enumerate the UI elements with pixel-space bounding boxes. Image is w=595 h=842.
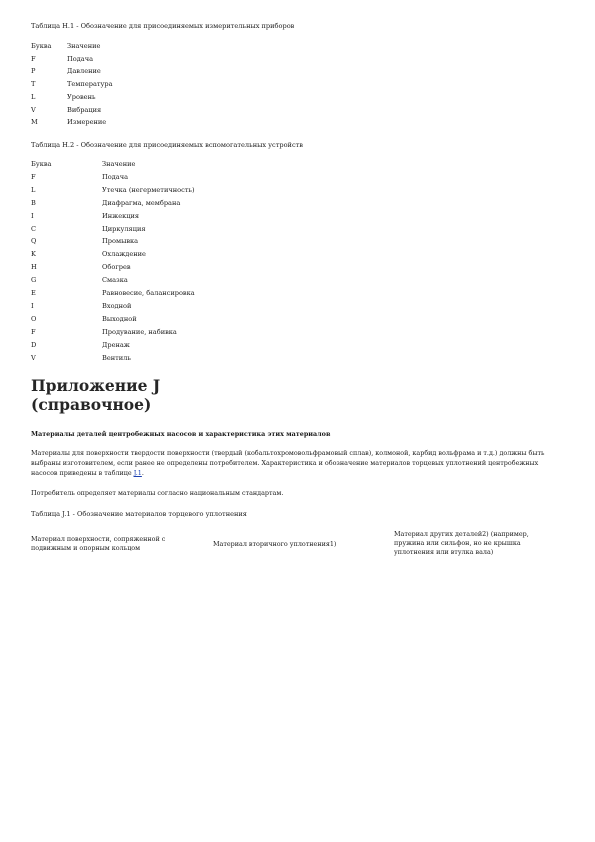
cell-letter: V [31, 105, 36, 114]
table-j1-header-col2: Материал вторичного уплотнения1) [213, 540, 337, 548]
table-j1-link[interactable]: J.1 [133, 469, 142, 477]
cell-letter: K [31, 250, 36, 259]
cell-meaning: Охлаждение [102, 250, 146, 259]
appendix-subtitle: Материалы деталей центробежных насосов и характеристика этих материалов [31, 430, 331, 438]
cell-letter: P [31, 67, 36, 76]
cell-letter: F [31, 54, 36, 63]
header-meaning: Значение [102, 160, 136, 168]
cell-meaning: Продувание, набивка [102, 327, 177, 336]
cell-letter: L [31, 185, 36, 194]
header-letter: Буква [31, 42, 52, 50]
cell-letter: C [31, 224, 37, 233]
cell-meaning: Измерение [67, 118, 107, 127]
cell-letter: F [31, 172, 36, 181]
cell-letter: T [31, 80, 36, 89]
cell-letter: E [31, 289, 36, 297]
appendix-title-line1: Приложение J [31, 376, 161, 395]
cell-letter: H [31, 263, 37, 272]
table-h1-caption: Таблица H.1 - Обозначение для присоединяемых измерительных приборов [31, 22, 295, 30]
cell-meaning: Циркуляция [102, 224, 146, 233]
cell-letter: I [31, 211, 34, 220]
cell-meaning: Выходной [102, 314, 137, 323]
cell-meaning: Уровень [67, 92, 96, 101]
cell-meaning: Инжекция [102, 211, 140, 220]
table-j1-header-col1: Материал поверхности, сопряженной с подвижным и опорным кольцом [31, 535, 166, 552]
cell-letter: G [31, 276, 37, 285]
cell-meaning: Вибрация [67, 105, 102, 114]
appendix-paragraph-1 [31, 448, 566, 478]
cell-meaning: Обогрев [102, 263, 131, 272]
appendix-title [31, 376, 160, 414]
cell-meaning: Входной [102, 301, 132, 310]
cell-meaning: Смазка [102, 276, 128, 285]
header-letter: Буква [31, 160, 52, 168]
cell-letter: M [31, 118, 38, 127]
paragraph-1-end: . [141, 469, 144, 477]
cell-letter: D [31, 340, 37, 349]
cell-meaning: Диафрагма, мембрана [102, 198, 181, 207]
cell-meaning: Промывка [102, 237, 139, 246]
table-j1-caption: Таблица J.1 - Обозначение материалов торцевого уплотнения [31, 510, 247, 518]
table-j1-header-col3: Материал других деталей2) (например, пружина или сильфон, но не крышка уплотнения или втулка вала) [394, 530, 529, 556]
cell-letter: F [31, 327, 36, 336]
cell-meaning: Подача [102, 172, 129, 181]
table-h2-caption: Таблица H.2 - Обозначение для присоединяемых вспомогательных устройств [31, 141, 304, 149]
cell-letter: Q [31, 237, 37, 246]
cell-meaning: Температура [67, 80, 113, 89]
cell-letter: V [31, 353, 36, 362]
cell-letter: O [31, 314, 37, 323]
paragraph-1-text: Материалы для поверхности твердости поверхности (твердый (кобальтохромовольфрамовый сплав), колмоной, карбид вольфрама и т.д.) должны быть выбраны изготовителем, если ранее не определены потребителем. Характеристика и обозначение материалов торцевых уплотнений центробежных насосов приведены в таблице [31, 449, 545, 477]
appendix-paragraph-2: Потребитель определяет материалы согласно национальным стандартам. [31, 489, 284, 497]
cell-meaning: Вентиль [102, 353, 131, 362]
cell-meaning: Подача [67, 54, 94, 63]
appendix-title-line2: (справочное) [31, 395, 152, 414]
cell-letter: I [31, 301, 34, 310]
header-meaning: Значение [67, 42, 101, 50]
cell-meaning: Утечка (негерметичность) [102, 185, 195, 194]
cell-letter: B [31, 198, 36, 207]
cell-meaning: Дренаж [102, 340, 130, 349]
cell-meaning: Давление [67, 67, 101, 76]
cell-meaning: Равновесие, балансировка [102, 289, 195, 297]
cell-letter: L [31, 92, 36, 101]
